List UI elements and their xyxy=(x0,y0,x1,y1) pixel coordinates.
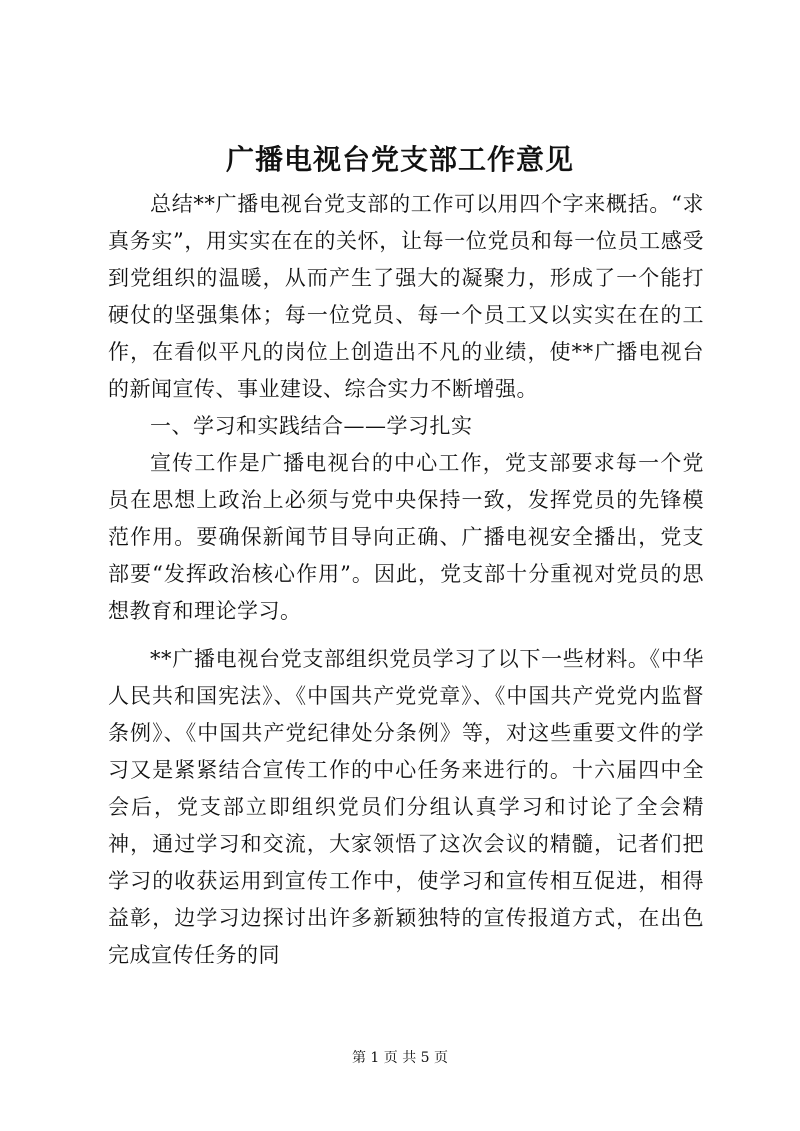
paragraph-propaganda: 宣传工作是广播电视台的中心工作，党支部要求每一个党员在思想上政治上必须与党中央保持一致，发挥党员的先锋模范作用。要确保新闻节目导向正确、广播电视安全播出，党支部要“发挥政治核心作用”。因此，党支部十分重视对党员的思想教育和理论学习。 xyxy=(108,451,704,623)
section-heading-study: 一、学习和实践结合——学习扎实 xyxy=(150,414,473,438)
document-body xyxy=(108,186,704,974)
paragraph-study-materials: **广播电视台党支部组织党员学习了以下一些材料。《中华人民共和国宪法》、《中国共产党党章》、《中国共产党党内监督条例》、《中国共产党纪律处分条例》等，对这些重要文件的学习又是紧紧结合宣传工作的中心任务来进行的。十六届四中全会后，党支部立即组织党员们分组认真学习和讨论了全会精神，通过学习和交流，大家领悟了这次会议的精髓，记者们把学习的收获运用到宣传工作中，使学习和宣传相互促进，相得益彰，边学习边探讨出许多新颖独特的宣传报道方式，在出色完成宣传任务的同 xyxy=(108,647,704,967)
page-number-footer: 第 1 页 共 5 页 xyxy=(351,1050,449,1066)
paragraph-summary: 总结**广播电视台党支部的工作可以用四个字来概括。“求真务实”，用实实在在的关怀，让每一位党员和每一位员工感受到党组织的温暖，从而产生了强大的凝聚力，形成了一个能打硬仗的坚强集体；每一位党员、每一个员工又以实实在在的工作，在看似平凡的岗位上创造出不凡的业绩，使**广播电视台的新闻宣传、事业建设、综合实力不断增强。 xyxy=(108,192,704,401)
document-title: 广播电视台党支部工作意见 xyxy=(225,143,574,176)
